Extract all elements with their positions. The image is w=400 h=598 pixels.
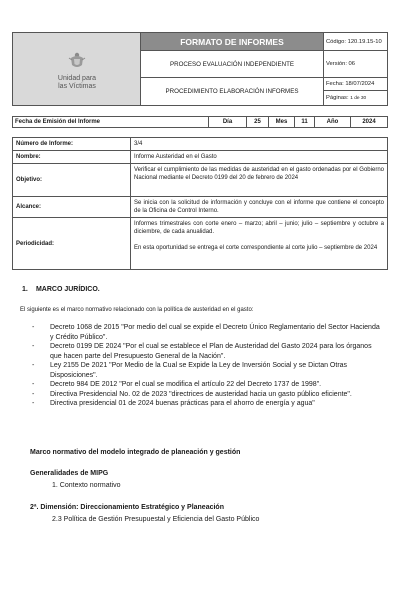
pages-value: 1 de 30 (350, 96, 367, 101)
day-label: Día (209, 117, 247, 127)
list-item-text: Decreto 0199 DE 2024 "Por el cual se establece el Plan de Austeridad del Gasto 2024 para los órganos que hacen parte del Presupuesto General de la Nación". (50, 343, 372, 360)
politica-item: 2.3 Política de Gestión Presupuestal y Eficiencia del Gasto Público (52, 516, 260, 523)
year-label: Año (315, 117, 351, 127)
contexto-item: 1. Contexto normativo (52, 482, 121, 489)
list-bullet: - (32, 343, 35, 350)
logo-text (13, 75, 141, 91)
document-pages (324, 91, 387, 105)
legal-list-item (30, 380, 382, 390)
pages-label: Páginas: (326, 95, 349, 101)
period-text-2: En esta oportunidad se entrega el corte correspondiente al corte julio – septiembre de 2024 (134, 245, 378, 251)
list-item-text: Directiva presidencial 01 de 2024 buenas prácticas para el ahorro de energía y agua" (50, 400, 315, 407)
procedure-name: PROCEDIMIENTO ELABORACIÓN INFORMES (165, 88, 299, 95)
marco-heading: Marco normativo del modelo integrado de planeación y gestión (30, 449, 241, 456)
objective-value: Verificar el cumplimiento de las medidas de austeridad en el gasto ordenadas por el Gobierno Nacional mediante el Decreto 0199 del 20 de febrero de 2024 (134, 167, 384, 181)
document-version: Versión: 06 (324, 51, 387, 78)
generalidades-heading: Generalidades de MIPG (30, 470, 109, 477)
section-title: MARCO JURÍDICO. (35, 286, 100, 293)
legal-list-item (30, 390, 382, 400)
period-label: Periodicidad: (13, 218, 131, 269)
legal-list-item (30, 399, 382, 409)
scope-label: Alcance: (13, 197, 131, 217)
day-value: 25 (247, 117, 269, 127)
intro-text: El siguiente es el marco normativo relacionado con la política de austeridad en el gasto: (20, 307, 254, 313)
section-number: 1. (22, 286, 28, 293)
legal-list-item (30, 323, 382, 342)
report-info-table (12, 137, 388, 270)
number-value: 3/4 (134, 141, 143, 147)
month-value: 11 (295, 117, 315, 127)
name-label: Nombre: (13, 151, 131, 163)
logo-line-1: Unidad para (57, 75, 97, 82)
name-value: Informe Austeridad en el Gasto (134, 154, 217, 160)
document-title: FORMATO DE INFORMES (141, 33, 323, 51)
dimension-heading: 2ª. Dimensión: Direccionamiento Estratégico y Planeación (30, 504, 224, 511)
list-bullet: - (32, 390, 35, 398)
header-middle (141, 33, 323, 105)
emission-label: Fecha de Emisión del Informe (13, 117, 209, 127)
period-text-1: Informes trimestrales con corte enero – marzo; abril – junio; julio – septiembre y octubre a diciembre, de cada anualidad. (134, 221, 384, 235)
period-value (131, 218, 387, 254)
list-bullet: - (32, 400, 35, 407)
month-label: Mes (269, 117, 295, 127)
info-row-name (13, 151, 387, 164)
legal-framework-list (30, 323, 382, 409)
list-bullet: - (32, 324, 35, 331)
document-date: Fecha: 18/07/2024 (324, 78, 387, 91)
info-row-objective (13, 164, 387, 197)
document-code: Código: 120.19.15-10 (324, 33, 387, 51)
legal-list-item (30, 361, 382, 380)
objective-label: Objetivo: (13, 164, 131, 196)
info-row-period (13, 218, 387, 269)
list-item-text: Decreto 1068 de 2015 "Por medio del cual se expide el Decreto Único Reglamentario del Sector Hacienda y Crédito Público". (50, 324, 380, 341)
list-item-text: Directiva Presidencial No. 02 de 2023 "directrices de austeridad hacia un gasto público eficiente". (50, 390, 352, 398)
logo-line-2: las Víctimas (58, 83, 96, 90)
coat-of-arms-icon (67, 50, 87, 70)
list-bullet: - (32, 362, 35, 369)
section-heading (12, 286, 100, 293)
process-name: PROCESO EVALUACIÓN INDEPENDIENTE (141, 51, 323, 78)
list-item-text: Decreto 984 DE 2012 "Por el cual se modifica el artículo 22 del Decreto 1737 de 1998". (50, 381, 322, 388)
emission-date-row (12, 116, 388, 128)
list-bullet: - (32, 381, 35, 388)
logo-cell (13, 33, 141, 105)
scope-value: Se inicia con la solicitud de información y concluye con el informe que contiene el concepto de la Oficina de Control Interno. (134, 200, 384, 214)
info-row-number (13, 138, 387, 151)
number-label: Número de Informe: (13, 138, 131, 150)
legal-list-item (30, 342, 382, 361)
info-row-scope (13, 197, 387, 218)
list-item-text: Ley 2155 De 2021 "Por Medio de la Cual se Expide la Ley de Inversión Social y se Dictan Otras Disposiciones". (50, 362, 348, 379)
header-meta (323, 33, 387, 105)
year-value: 2024 (362, 119, 376, 125)
document-header (12, 32, 388, 106)
